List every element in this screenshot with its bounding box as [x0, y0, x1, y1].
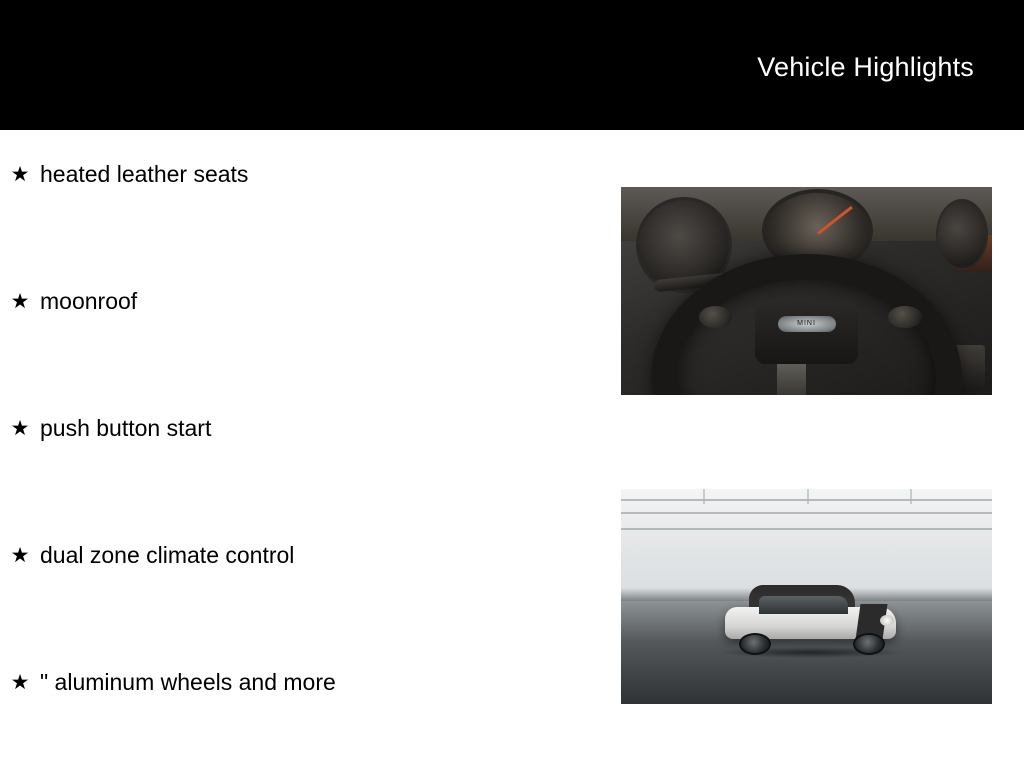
- car-illustration: [725, 584, 896, 653]
- star-bullet-icon: ★: [10, 671, 30, 694]
- gauge-needle: [817, 206, 853, 235]
- star-bullet-icon: ★: [10, 163, 30, 186]
- studio-ceiling: [621, 489, 992, 545]
- steering-wheel-hub: [755, 301, 859, 363]
- list-item: [0, 287, 600, 414]
- car-windows: [759, 596, 848, 614]
- list-item: [0, 668, 600, 768]
- list-item: [0, 414, 600, 541]
- list-item: [0, 541, 600, 668]
- page-title: Vehicle Highlights: [757, 52, 974, 82]
- steering-wheel-photo: [621, 187, 992, 395]
- list-item-label: push button start: [40, 415, 212, 441]
- exterior-car-photo: [621, 489, 992, 704]
- star-bullet-icon: ★: [10, 544, 30, 567]
- car-rear-wheel: [739, 633, 771, 655]
- list-item: [0, 160, 600, 287]
- mini-badge-icon: MINI: [778, 316, 836, 332]
- steering-button-right: [888, 306, 921, 329]
- list-item-label: " aluminum wheels and more: [40, 669, 336, 695]
- list-item-label: moonroof: [40, 288, 138, 314]
- list-item-label: dual zone climate control: [40, 542, 295, 568]
- star-bullet-icon: ★: [10, 290, 30, 313]
- highlights-list: [0, 160, 600, 768]
- star-bullet-icon: ★: [10, 417, 30, 440]
- list-item-label: heated leather seats: [40, 161, 249, 187]
